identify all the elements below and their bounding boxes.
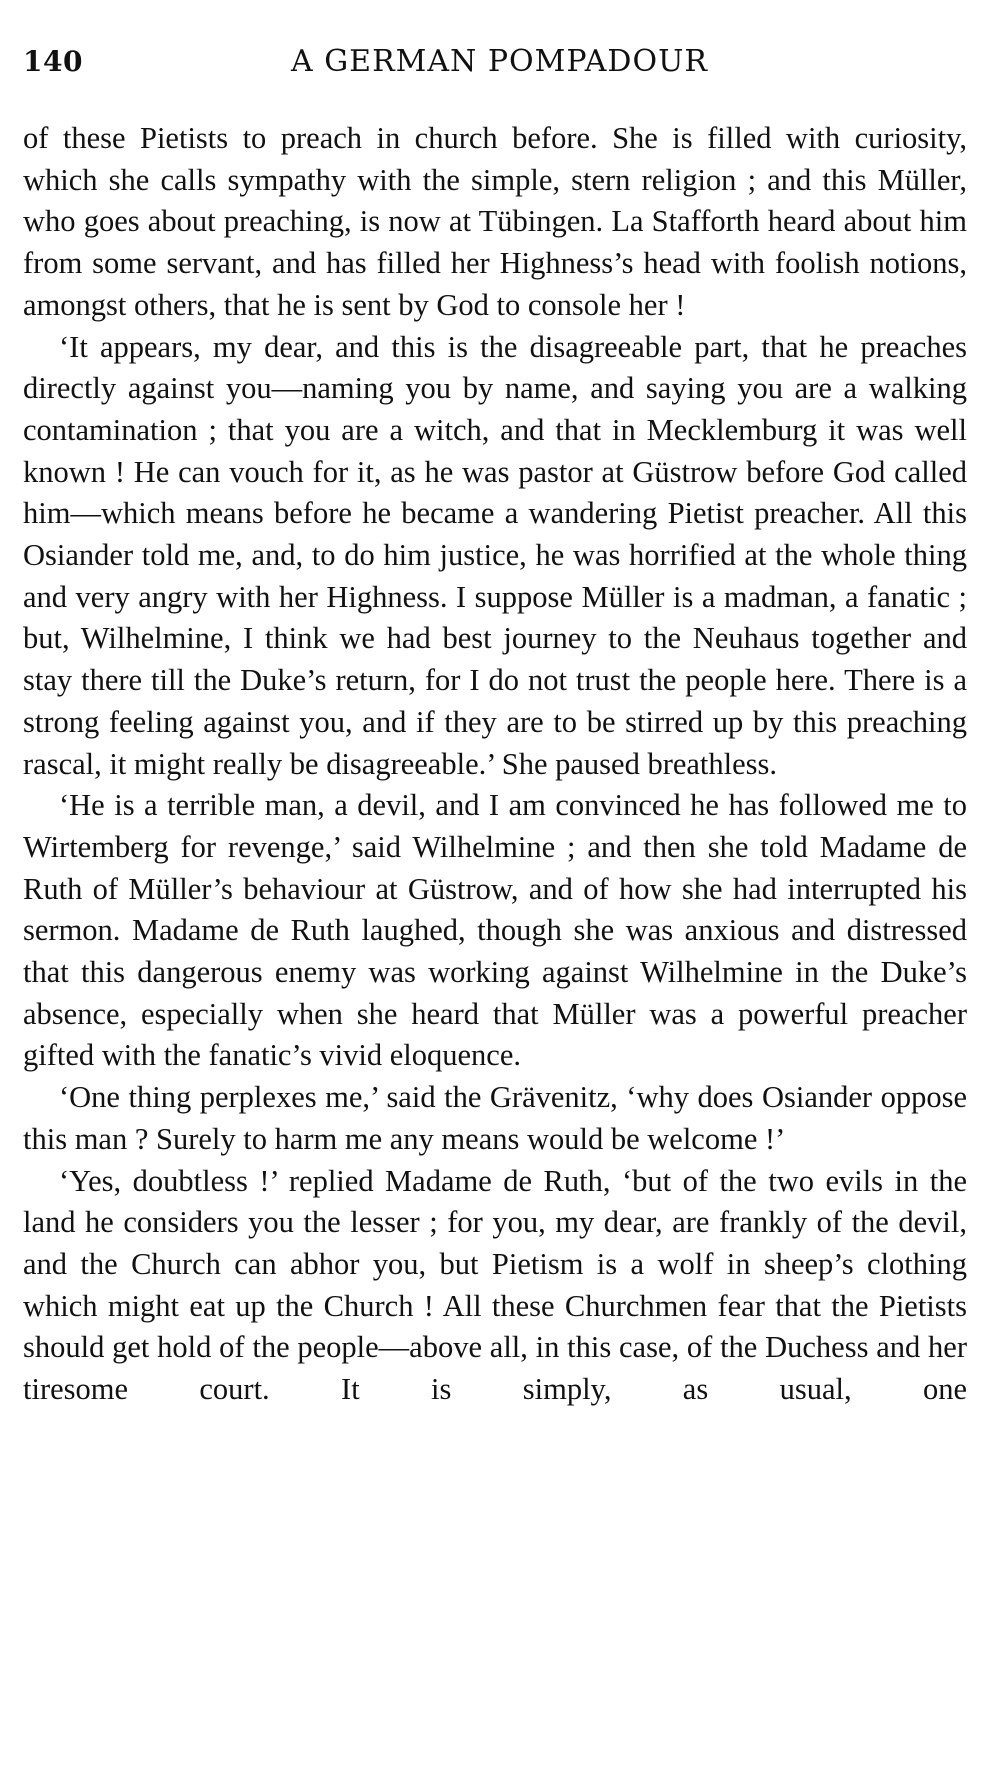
- book-title: A GERMAN POMPADOUR: [291, 44, 708, 79]
- paragraph: ‘He is a terrible man, a devil, and I am convinced he has followed me to Wirtemberg for revenge,’ said Wilhelmine ; and then she told Madame de Ruth of Müller’s behaviour at Güstrow, and of how she had interrupted his sermon. Madame de Ruth laughed, though she was anxious and distressed that this dangerous enemy was working against Wilhelmine in the Duke’s absence, especially when she heard that Müller was a powerful preacher gifted with the fanatic’s vivid eloquence.: [23, 788, 967, 1073]
- running-head: [23, 44, 967, 90]
- body-text: [23, 118, 967, 1411]
- paragraph: ‘One thing perplexes me,’ said the Grävenitz, ‘why does Osiander oppose this man ? Surely to harm me any means would be welcome !’: [23, 1080, 967, 1156]
- book-page: [23, 44, 967, 1411]
- paragraph: ‘It appears, my dear, and this is the disagreeable part, that he preaches directly against you—naming you by name, and saying you are a walking contamination ; that you are a witch, and that in Mecklemburg it was well known ! He can vouch for it, as he was pastor at Güstrow before God called him—which means before he became a wandering Pietist preacher. All this Osiander told me, and, to do him justice, he was horrified at the whole thing and very angry with her Highness. I suppose Müller is a madman, a fanatic ; but, Wilhelmine, I think we had best journey to the Neuhaus together and stay there till the Duke’s return, for I do not trust the people here. There is a strong feeling against you, and if they are to be stirred up by this preaching rascal, it might really be disagreeable.’ She paused breathless.: [23, 329, 967, 781]
- paragraph-last: ‘Yes, doubtless !’ replied Madame de Ruth, ‘but of the two evils in the land he considers you the lesser ; for you, my dear, are frankly of the devil, and the Church can abhor you, but Pietism is a wolf in sheep’s clothing which might eat up the Church ! All these Churchmen fear that the Pietists should get hold of the people—above all, in this case, of the Duchess and her tiresome court. It is simply, as usual, one: [23, 1163, 967, 1407]
- paragraph-continued: of these Pietists to preach in church before. She is filled with curiosity, which she calls sympathy with the simple, stern religion ; and this Müller, who goes about preaching, is now at Tübingen. La Stafforth heard about him from some servant, and has filled her Highness’s head with foolish notions, amongst others, that he is sent by God to console her !: [23, 121, 967, 322]
- page-number: 140: [23, 45, 83, 78]
